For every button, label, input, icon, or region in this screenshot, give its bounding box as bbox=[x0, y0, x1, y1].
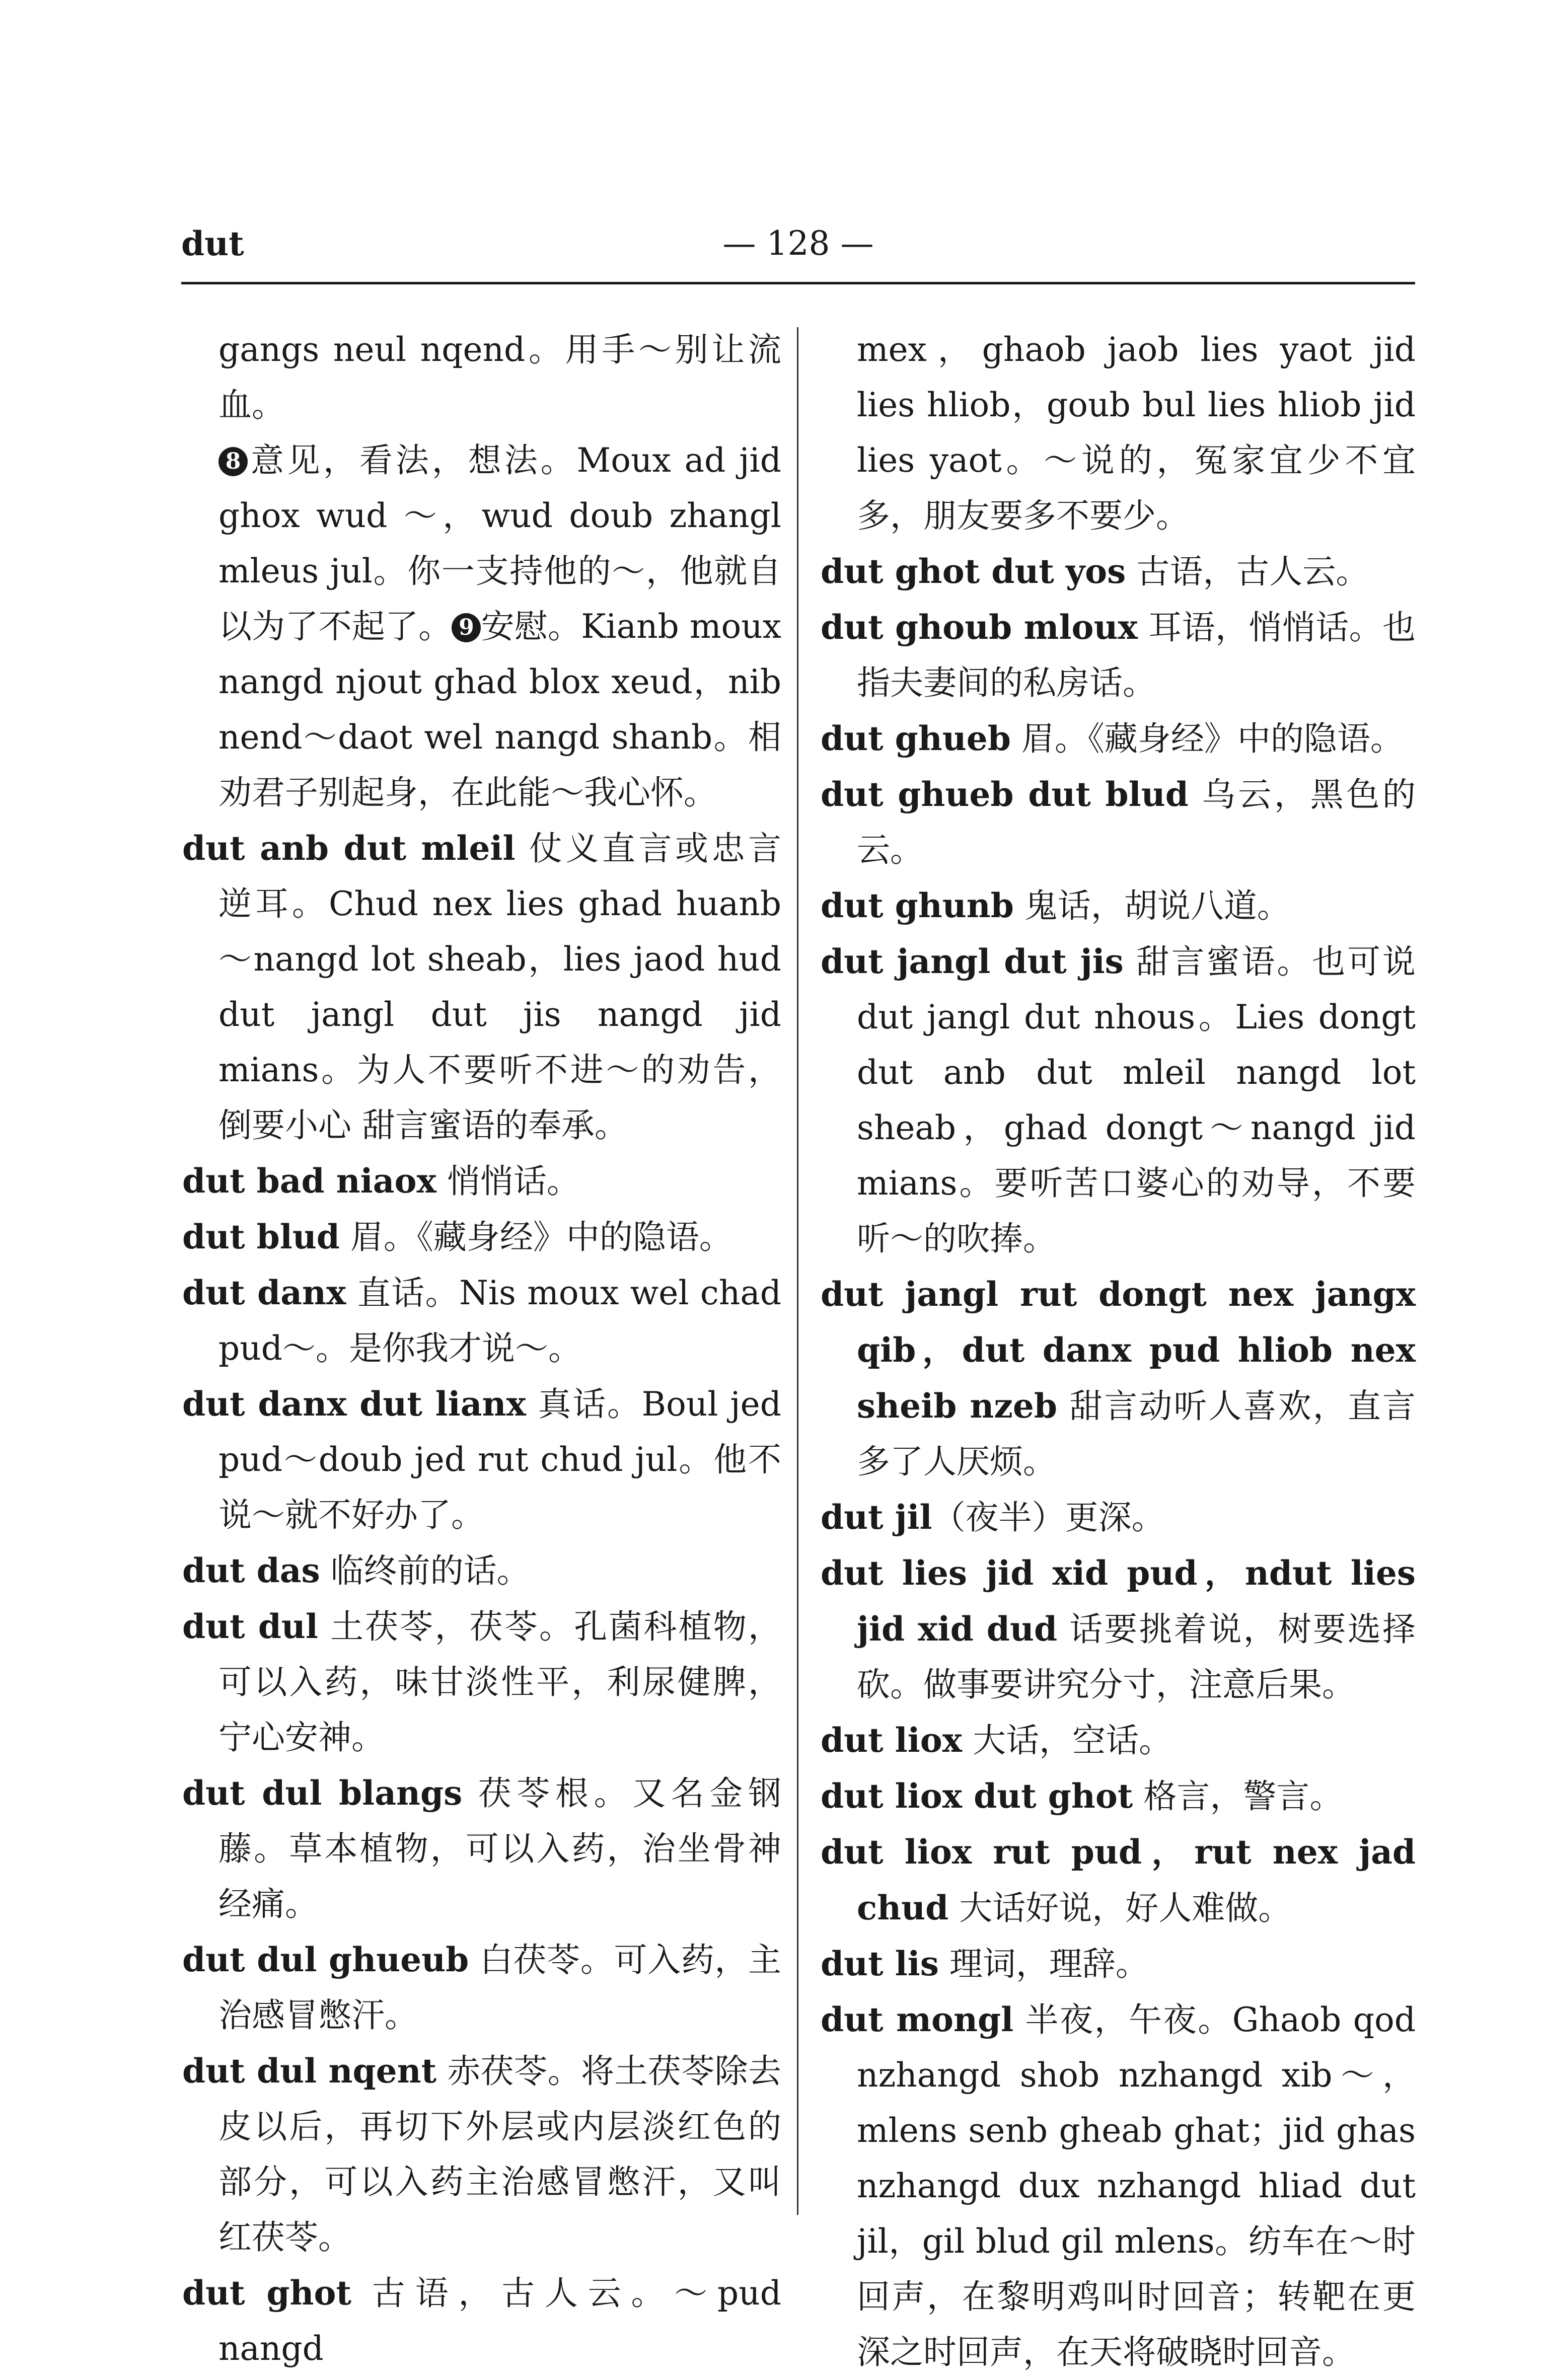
dictionary-entry bbox=[821, 1267, 1416, 1490]
headword: dut danx bbox=[182, 1273, 346, 1312]
dictionary-entry bbox=[182, 821, 781, 1153]
definition: （夜半）更深。 bbox=[932, 1498, 1165, 1537]
definition: 眉。《藏身经》中的隐语。 bbox=[1010, 719, 1404, 758]
headword: dut lies jid xid pud，ndut lies jid xid dud bbox=[821, 1553, 1416, 1649]
dictionary-entry bbox=[182, 1932, 781, 2043]
definition: 半夜，午夜。Ghaob qod nzhangd shob nzhangd xib～，mlens senb gheab ghat；jid ghas nzhangd dux nzhangd hliad dut jil，gil blud gil mlens。纺车在～时回声，在黎明鸡叫时回音；转靶在更深之时回声，在天将破晓时回音。 bbox=[857, 2000, 1416, 2371]
definition: 仗义直言或忠言逆耳。Chud nex lies ghad huanb～nangd lot sheab，lies jaod hud dut jangl dut jis nangd jid mians。为人不要听不进～的劝告，倒要小心 甜言蜜语的奉承。 bbox=[218, 829, 781, 1145]
definition: 耳语，悄悄话。也指夫妻间的私房话。 bbox=[857, 608, 1416, 702]
dictionary-entry bbox=[182, 1376, 781, 1543]
page-number: — 128 — bbox=[722, 224, 874, 263]
dictionary-entry bbox=[821, 767, 1416, 878]
dictionary-entry bbox=[182, 1599, 781, 1765]
dictionary-entry bbox=[182, 2043, 781, 2265]
definition: 赤茯苓。将土茯苓除去皮以后，再切下外层或内层淡红色的部分，可以入药主治感冒憋汗，又叫红茯苓。 bbox=[218, 2052, 781, 2257]
dictionary-entry bbox=[821, 1992, 1416, 2380]
headword: dut ghueb bbox=[821, 719, 1011, 758]
definition: 白茯苓。可入药，主治感冒憋汗。 bbox=[218, 1941, 781, 2035]
dictionary-entry bbox=[182, 1265, 781, 1376]
definition: 古语，古人云。～pud nangd bbox=[218, 2274, 782, 2368]
headword: dut danx dut lianx bbox=[182, 1384, 526, 1424]
headword: dut dul bbox=[182, 1607, 318, 1646]
right-column bbox=[821, 322, 1416, 2380]
definition: 大话，空话。 bbox=[962, 1721, 1172, 1760]
definition: 话要挑着说，树要选择砍。做事要讲究分寸，注意后果。 bbox=[857, 1610, 1416, 1704]
headword: dut ghoub mloux bbox=[821, 608, 1138, 647]
dictionary-entry bbox=[182, 1153, 781, 1209]
definition: 格言，警言。 bbox=[1133, 1777, 1343, 1816]
definition: 乌云，黑色的云。 bbox=[857, 775, 1416, 869]
continued-entry: gangs neul nqend。用手～别让流血。 8 意见，看法，想法。Moux ad jid ghox wud ～，wud doub zhangl mleus jul。你一支持他的～，他就自以为了不起了。 9 安慰。Kianb moux nangd njout ghad blox xeud，nib nend～daot wel nangd shanb。相劝君子别起身，在此能～我心怀。 bbox=[218, 330, 782, 812]
dictionary-entry bbox=[821, 934, 1416, 1267]
headword: dut anb dut mleil bbox=[182, 829, 516, 868]
dictionary-entry bbox=[182, 2265, 781, 2376]
headword: dut liox dut ghot bbox=[821, 1776, 1133, 1816]
headword: dut lis bbox=[821, 1944, 939, 1983]
dictionary-entry bbox=[821, 544, 1416, 600]
definition: 真话。Boul jed pud～doub jed rut chud jul。他不说～就不好办了。 bbox=[218, 1385, 781, 1534]
definition: 临终前的话。 bbox=[320, 1551, 530, 1590]
dictionary-entry bbox=[821, 1490, 1416, 1545]
headword: dut ghot dut yos bbox=[821, 552, 1126, 591]
headword: dut liox bbox=[821, 1721, 963, 1760]
sense-number-9: 9 bbox=[452, 613, 481, 642]
headword: dut ghot bbox=[182, 2273, 352, 2313]
headword: dut das bbox=[182, 1551, 320, 1590]
headword: dut dul ghueub bbox=[182, 1940, 469, 1979]
headword: dut dul nqent bbox=[182, 2051, 437, 2091]
definition: 甜言动听人喜欢，直言多了人厌烦。 bbox=[857, 1387, 1416, 1481]
sense-number-8: 8 bbox=[218, 447, 248, 476]
headword: dut ghunb bbox=[821, 886, 1014, 925]
definition: 大话好说，好人难做。 bbox=[948, 1889, 1292, 1927]
headword: dut ghueb dut blud bbox=[821, 775, 1189, 814]
dictionary-entry bbox=[821, 1768, 1416, 1824]
dictionary-entry bbox=[821, 600, 1416, 711]
dictionary-entry bbox=[182, 1765, 781, 1932]
running-head-word: dut bbox=[181, 224, 244, 263]
headword: dut mongl bbox=[821, 2000, 1014, 2039]
definition: 直话。Nis moux wel chad pud～。是你我才说～。 bbox=[218, 1274, 781, 1368]
headword: dut jil bbox=[821, 1498, 932, 1537]
dictionary-entry bbox=[821, 711, 1416, 767]
dictionary-entry bbox=[821, 1545, 1416, 1713]
headword: dut jangl dut jis bbox=[821, 942, 1124, 981]
header-rule bbox=[181, 282, 1415, 284]
definition: 理词，理辞。 bbox=[938, 1945, 1149, 1983]
column-divider bbox=[797, 327, 798, 2215]
dictionary-entry bbox=[182, 1543, 781, 1599]
definition: 眉。《藏身经》中的隐语。 bbox=[339, 1218, 732, 1256]
left-column bbox=[182, 322, 781, 2376]
definition: 茯苓根。又名金钢藤。草本植物，可以入药，治坐骨神经痛。 bbox=[218, 1774, 781, 1923]
dictionary-entry bbox=[821, 878, 1416, 934]
definition: 鬼话，胡说八道。 bbox=[1013, 886, 1290, 925]
headword: dut bad niaox bbox=[182, 1161, 436, 1201]
definition: 古语，古人云。 bbox=[1126, 552, 1369, 591]
headword: dut liox rut pud，rut nex jad chud bbox=[821, 1832, 1416, 1927]
dictionary-entry bbox=[182, 1209, 781, 1265]
page-header bbox=[181, 219, 1415, 268]
dictionary-entry bbox=[821, 1824, 1416, 1936]
definition: 甜言蜜语。也可说 dut jangl dut nhous。Lies dongt dut anb dut mleil nangd lot sheab，ghad dongt～nangd jid mians。要听苦口婆心的劝导，不要听～的吹捧。 bbox=[857, 942, 1416, 1258]
headword: dut jangl rut dongt nex jangx qib，dut danx pud hliob nex sheib nzeb bbox=[821, 1275, 1416, 1426]
dictionary-entry bbox=[821, 1713, 1416, 1768]
definition: 悄悄话。 bbox=[436, 1162, 580, 1201]
definition: 土茯苓，茯苓。孔菌科植物，可以入药，味甘淡性平，利尿健脾，宁心安神。 bbox=[218, 1607, 781, 1757]
headword: dut blud bbox=[182, 1217, 340, 1256]
headword: dut dul blangs bbox=[182, 1773, 463, 1813]
continued-entry: mex，ghaob jaob lies yaot jid lies hliob，goub bul lies hliob jid lies yaot。～说的，冤家宜少不宜多，朋友要多不要少。 bbox=[857, 330, 1416, 535]
dictionary-entry bbox=[821, 1936, 1416, 1992]
